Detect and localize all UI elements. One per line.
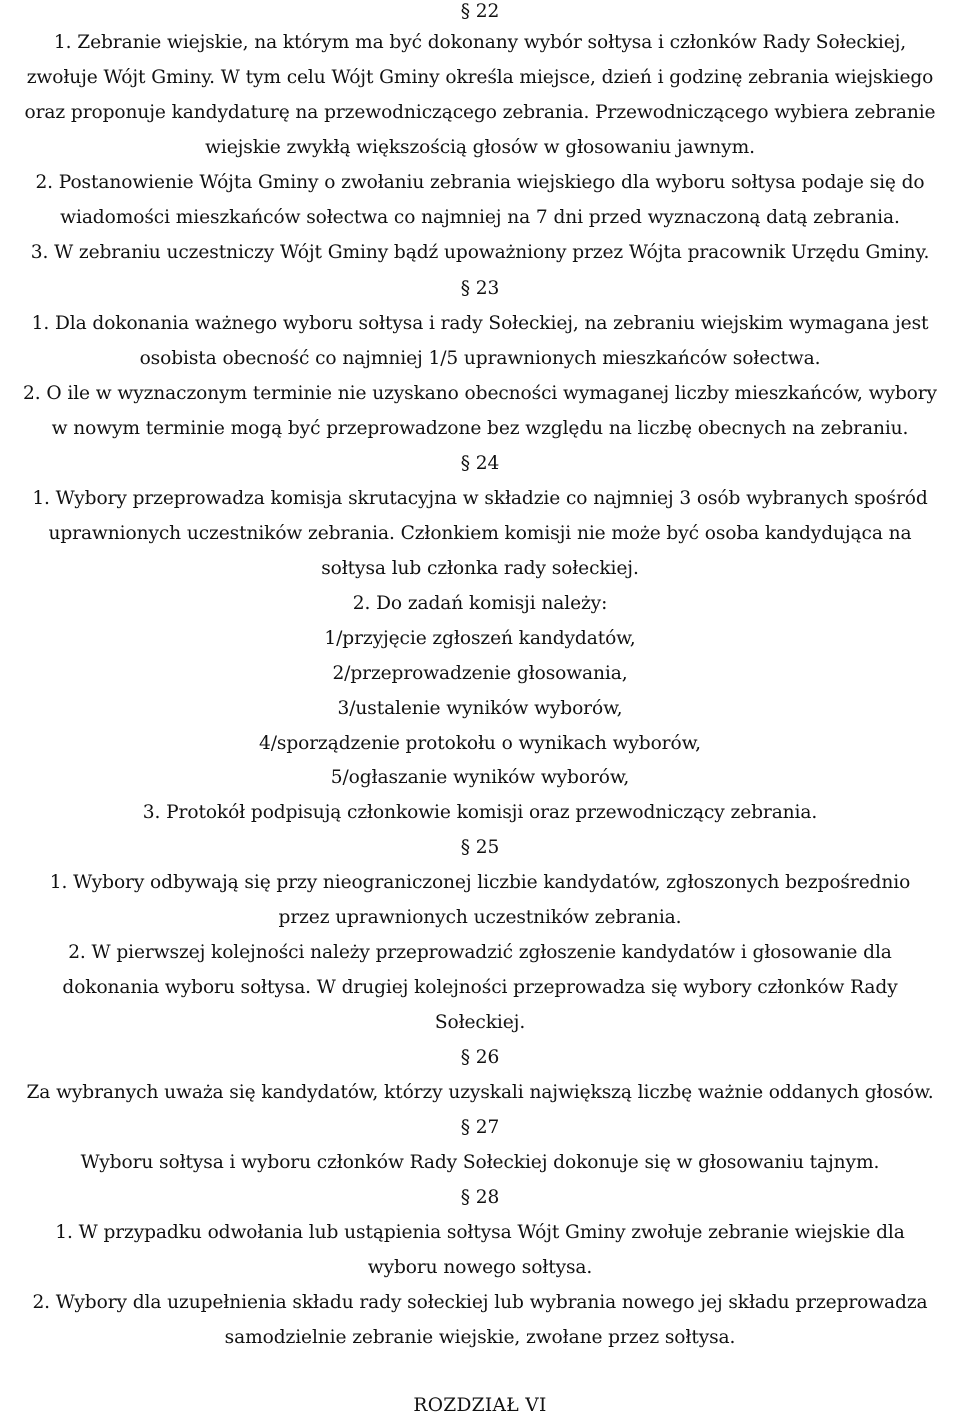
section-heading-24: § 24 bbox=[460, 453, 500, 474]
paragraph-line: 1. Wybory odbywają się przy nieograniczonej liczbie kandydatów, zgłoszonych bezpośrednio bbox=[49, 872, 911, 893]
paragraph-line: osobista obecność co najmniej 1/5 uprawnionych mieszkańców sołectwa. bbox=[139, 348, 821, 369]
paragraph-line: w nowym terminie mogą być przeprowadzone bez względu na liczbę obecnych na zebraniu. bbox=[51, 418, 909, 439]
paragraph-line: wiejskie zwykłą większością głosów w głosowaniu jawnym. bbox=[205, 137, 755, 158]
paragraph-line: 2. Postanowienie Wójta Gminy o zwołaniu zebrania wiejskiego dla wyboru sołtysa podaje się do bbox=[35, 172, 925, 193]
paragraph-line: przez uprawnionych uczestników zebrania. bbox=[278, 907, 682, 928]
list-item: 2/przeprowadzenie głosowania, bbox=[332, 663, 628, 684]
paragraph-line: sołtysa lub członka rady sołeckiej. bbox=[321, 558, 639, 579]
section-heading-23: § 23 bbox=[460, 278, 500, 299]
paragraph-line: 1. Zebranie wiejskie, na którym ma być dokonany wybór sołtysa i członków Rady Sołeckiej, bbox=[53, 32, 907, 53]
section-heading-25: § 25 bbox=[460, 837, 500, 858]
paragraph-line: Wyboru sołtysa i wyboru członków Rady Sołeckiej dokonuje się w głosowaniu tajnym. bbox=[80, 1152, 880, 1173]
paragraph-line: uprawnionych uczestników zebrania. Członkiem komisji nie może być osoba kandydująca na bbox=[48, 523, 912, 544]
list-item: 4/sporządzenie protokołu o wynikach wyborów, bbox=[259, 733, 701, 754]
section-heading-27: § 27 bbox=[460, 1117, 500, 1138]
section-heading-26: § 26 bbox=[460, 1047, 500, 1068]
list-item: 1/przyjęcie zgłoszeń kandydatów, bbox=[324, 628, 636, 649]
paragraph-line: 1. Dla dokonania ważnego wyboru sołtysa i rady Sołeckiej, na zebraniu wiejskim wymagana jest bbox=[31, 313, 929, 334]
paragraph-line: samodzielnie zebranie wiejskie, zwołane przez sołtysa. bbox=[224, 1327, 736, 1348]
paragraph-line: 1. Wybory przeprowadza komisja skrutacyjna w składzie co najmniej 3 osób wybranych spośród bbox=[32, 488, 928, 509]
chapter-heading: ROZDZIAŁ VI bbox=[413, 1395, 547, 1416]
list-item: 3/ustalenie wyników wyborów, bbox=[337, 698, 623, 719]
section-heading-22: § 22 bbox=[460, 1, 500, 22]
paragraph-line: wiadomości mieszkańców sołectwa co najmniej na 7 dni przed wyznaczoną datą zebrania. bbox=[60, 207, 900, 228]
paragraph-line: wyboru nowego sołtysa. bbox=[367, 1257, 593, 1278]
paragraph-line: 1. W przypadku odwołania lub ustąpienia sołtysa Wójt Gminy zwołuje zebranie wiejskie dla bbox=[55, 1222, 905, 1243]
paragraph-line: oraz proponuje kandydaturę na przewodniczącego zebrania. Przewodniczącego wybiera zebranie bbox=[24, 102, 936, 123]
paragraph-line: 3. Protokół podpisują członkowie komisji oraz przewodniczący zebrania. bbox=[142, 802, 818, 823]
paragraph-line: 2. O ile w wyznaczonym terminie nie uzyskano obecności wymaganej liczby mieszkańców, wybory bbox=[23, 383, 937, 404]
paragraph-line: dokonania wyboru sołtysa. W drugiej kolejności przeprowadza się wybory członków Rady bbox=[62, 977, 898, 998]
paragraph-line: 2. Do zadań komisji należy: bbox=[352, 593, 608, 614]
paragraph-line: Sołeckiej. bbox=[434, 1012, 526, 1033]
list-item: 5/ogłaszanie wyników wyborów, bbox=[330, 767, 630, 788]
paragraph-line: 3. W zebraniu uczestniczy Wójt Gminy bądź upoważniony przez Wójta pracownik Urzędu Gminy. bbox=[30, 242, 930, 263]
paragraph-line: zwołuje Wójt Gminy. W tym celu Wójt Gminy określa miejsce, dzień i godzinę zebrania wiejskiego bbox=[26, 67, 934, 88]
section-heading-28: § 28 bbox=[460, 1187, 500, 1208]
paragraph-line: 2. Wybory dla uzupełnienia składu rady sołeckiej lub wybrania nowego jej składu przeprowadza bbox=[32, 1292, 928, 1313]
paragraph-line: Za wybranych uważa się kandydatów, którzy uzyskali największą liczbę ważnie oddanych głosów. bbox=[26, 1082, 934, 1103]
paragraph-line: 2. W pierwszej kolejności należy przeprowadzić zgłoszenie kandydatów i głosowanie dla bbox=[68, 942, 892, 963]
